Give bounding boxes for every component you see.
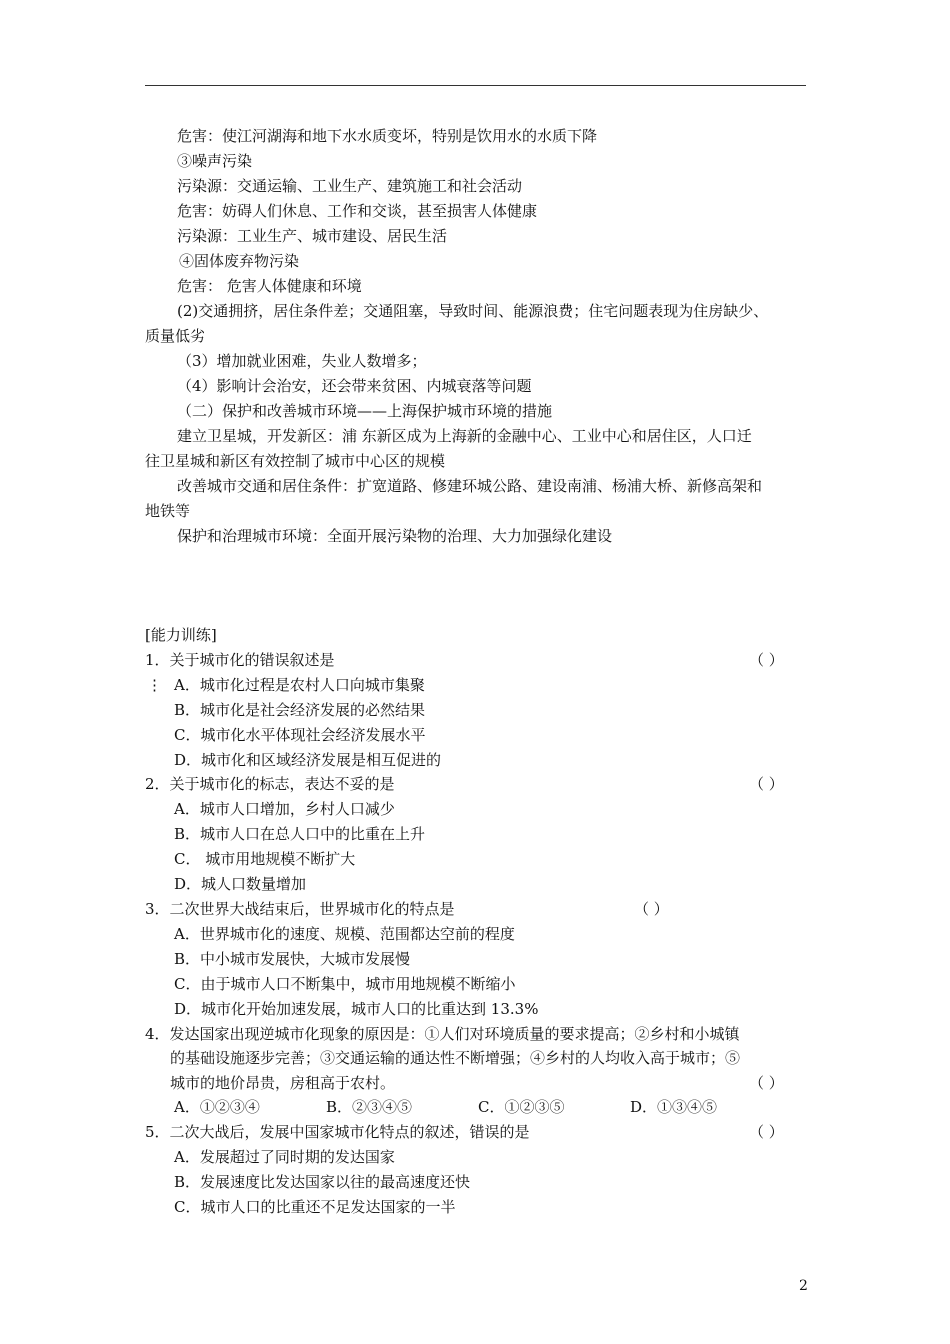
- answer-bracket: （ ）: [634, 900, 669, 918]
- option-a: A．城市化过程是农村人口向城市集聚: [174, 676, 425, 694]
- page-number: 2: [799, 1278, 808, 1294]
- question-stem: 1．关于城市化的错误叙述是: [145, 651, 335, 669]
- option-a: A．世界城市化的速度、规模、范围都达空前的程度: [174, 925, 515, 943]
- option-b: B．②③④⑤: [326, 1098, 413, 1116]
- option-d: D．城人口数量增加: [174, 875, 307, 893]
- option-a: A．城市人口增加，乡村人口减少: [174, 800, 395, 818]
- question-stem: 4．发达国家出现逆城市化现象的原因是：①人们对环境质量的要求提高；②乡村和小城镇: [145, 1025, 740, 1043]
- text-line: (2)交通拥挤，居住条件差；交通阻塞，导致时间、能源浪费；住宅问题表现为住房缺少、: [177, 302, 769, 320]
- option-c: C．城市化水平体现社会经济发展水平: [174, 726, 426, 744]
- option-b: B．发展速度比发达国家以往的最高速度还快: [174, 1173, 471, 1191]
- margin-mark: ⋮: [147, 676, 162, 694]
- text-line: 保护和治理城市环境：全面开展污染物的治理、大力加强绿化建设: [177, 527, 613, 545]
- text-line: ④固体废弃物污染: [179, 252, 300, 270]
- text-line: 地铁等: [145, 502, 191, 520]
- text-line: 建立卫星城，开发新区：浦 东新区成为上海新的金融中心、工业中心和居住区，人口迁: [177, 427, 752, 445]
- option-b: B．中小城市发展快，大城市发展慢: [174, 950, 411, 968]
- option-b: B．城市化是社会经济发展的必然结果: [174, 701, 426, 719]
- text-line: ③噪声污染: [177, 152, 253, 170]
- answer-bracket: （ ）: [749, 1074, 784, 1092]
- option-a: A．发展超过了同时期的发达国家: [174, 1148, 395, 1166]
- text-line: 污染源：交通运输、工业生产、建筑施工和社会活动: [177, 177, 523, 195]
- question-stem: 3．二次世界大战结束后，世界城市化的特点是: [145, 900, 455, 918]
- question-stem: 5．二次大战后，发展中国家城市化特点的叙述，错误的是: [145, 1123, 530, 1141]
- text-line: （二）保护和改善城市环境——上海保护城市环境的措施: [177, 402, 553, 420]
- text-line: 污染源：工业生产、城市建设、居民生活: [177, 227, 448, 245]
- text-line: （3）增加就业困难，失业人数增多；: [177, 352, 427, 370]
- question-stem-continued: 城市的地价昂贵，房租高于农村。: [170, 1074, 396, 1092]
- text-line: 危害：使江河湖海和地下水水质变坏，特别是饮用水的水质下降: [177, 127, 598, 145]
- text-line: 危害：妨碍人们休息、工作和交谈，甚至损害人体健康: [177, 202, 538, 220]
- question-stem: 2．关于城市化的标志，表达不妥的是: [145, 775, 395, 793]
- option-c: C．①②③⑤: [478, 1098, 565, 1116]
- question-stem-continued: 的基础设施逐步完善；③交通运输的通达性不断增强；④乡村的人均收入高于城市；⑤: [170, 1049, 741, 1067]
- answer-bracket: （ ）: [749, 1123, 784, 1141]
- option-a: A．①②③④: [174, 1098, 260, 1116]
- header-rule: [145, 85, 806, 86]
- answer-bracket: （ ）: [749, 775, 784, 793]
- section-heading: [能力训练]: [145, 626, 217, 644]
- option-d: D．①③④⑤: [630, 1098, 718, 1116]
- text-line: （4）影响计会治安，还会带来贫困、内城衰落等问题: [177, 377, 532, 395]
- option-row: [174, 1097, 794, 1117]
- option-b: B．城市人口在总人口中的比重在上升: [174, 825, 426, 843]
- option-d: D．城市化和区域经济发展是相互促进的: [174, 751, 442, 769]
- text-line: 危害： 危害人体健康和环境: [177, 277, 362, 295]
- text-line: 质量低劣: [145, 327, 206, 345]
- answer-bracket: （ ）: [749, 651, 784, 669]
- option-d: D．城市化开始加速发展，城市人口的比重达到 13.3%: [174, 1000, 539, 1018]
- option-c: C． 城市用地规模不断扩大: [174, 850, 356, 868]
- option-c: C．城市人口的比重还不足发达国家的一半: [174, 1198, 456, 1216]
- option-c: C．由于城市人口不断集中，城市用地规模不断缩小: [174, 975, 516, 993]
- text-line: 改善城市交通和居住条件：扩宽道路、修建环城公路、建设南浦、杨浦大桥、新修高架和: [177, 477, 763, 495]
- text-line: 往卫星城和新区有效控制了城市中心区的规模: [145, 452, 446, 470]
